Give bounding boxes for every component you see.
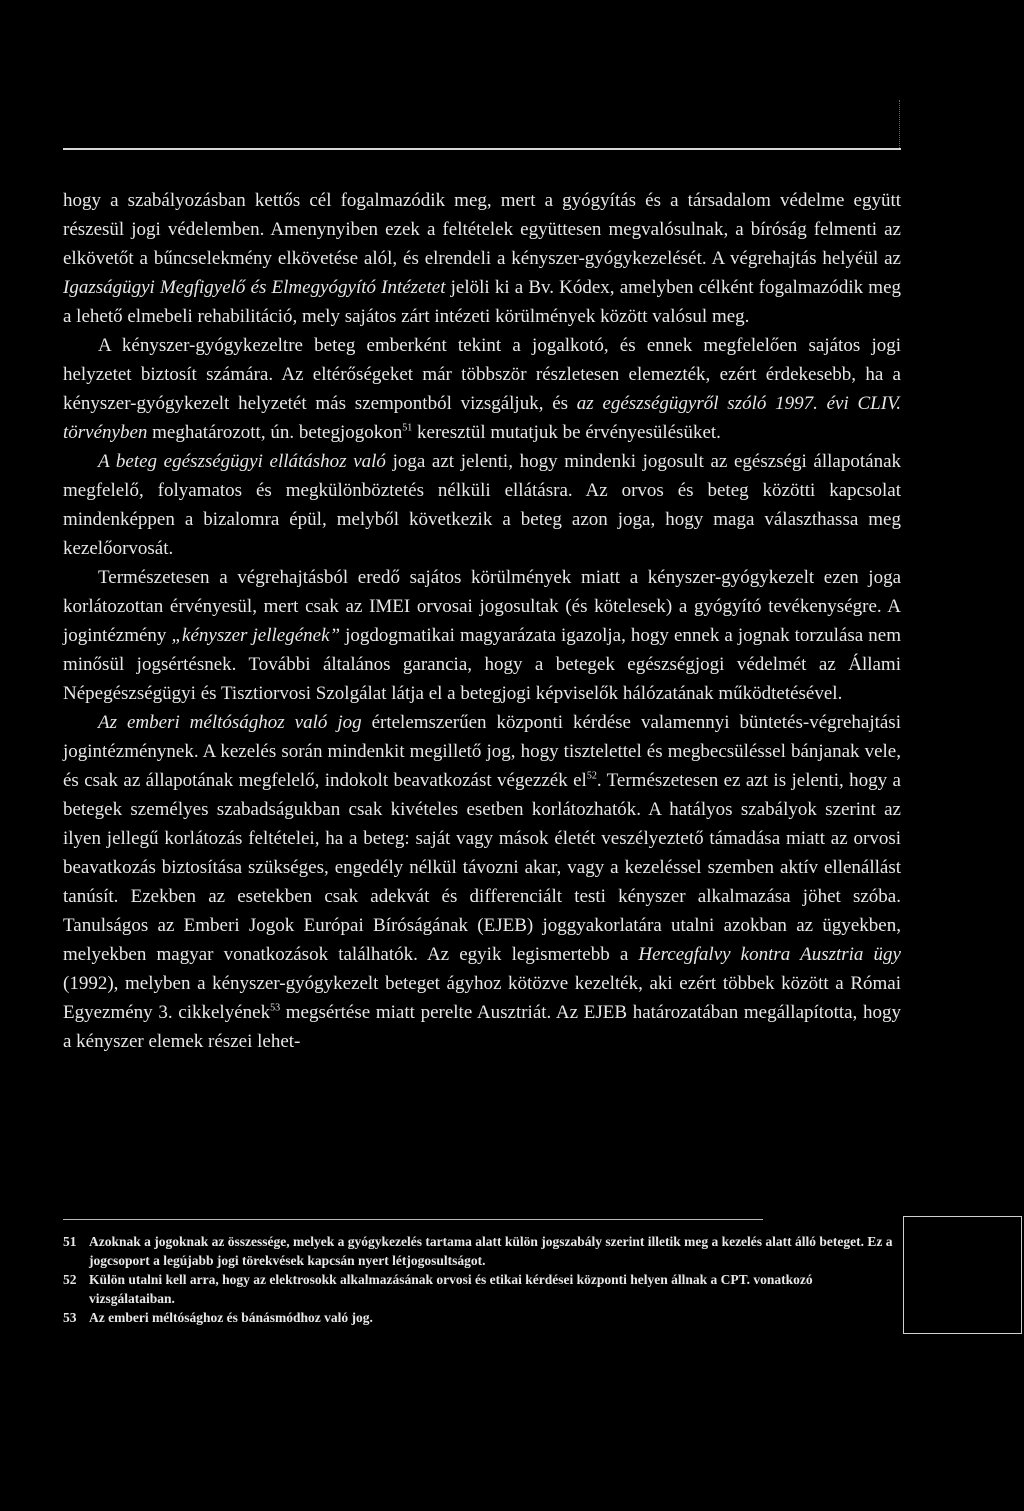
footnotes (63, 1232, 901, 1327)
italic-term: az egészségügyről szóló 1997. évi CLIV. törvényben (63, 393, 901, 443)
italic-term: Hercegfalvy kontra Ausztria ügy (638, 944, 901, 965)
paragraph-4: Természetesen a végrehajtásból eredő sajátos körülmények miatt a kényszer-gyógykezelt ezen joga korlátozottan érvényesül, mert csak az IMEI orvosai jogosultak (és kötelesek) a gyógyító tevékenységre. A jogintézmény „kényszer jellegének” jogdogmatikai magyarázata igazolja, hogy ennek a jognak torzulása nem minősül jogsértésnek. További általános garancia, hogy a betegek egészségjogi védelmét az Állami Népegészségügyi és Tisztiorvosi Szolgálat látja el a betegjogi képviselők hálózatának működtetésével. (63, 567, 901, 704)
footnote-52 (63, 1270, 901, 1308)
italic-term: „kényszer jellegének” (171, 625, 341, 646)
footnote-number: 51 (63, 1234, 77, 1249)
footnote-number: 53 (63, 1310, 77, 1325)
paragraph-1: hogy a szabályozásban kettős cél fogalmazódik meg, mert a gyógyítás és a társadalom védelme együtt részesül jogi védelemben. Amenynyiben ezek a feltételek együttesen megvalósulnak, a bíróság felmenti az elkövetőt a bűncselekmény elkövetése alól, és elrendeli a kényszer-gyógykezelését. A végrehajtás helyéül az Igazságügyi Megfigyelő és Elmegyógyító Intézetet jelöli ki a Bv. Kódex, amelyben célként fogalmazódik meg a lehető elmebeli rehabilitáció, mely sajátos zárt intézeti körülmények között valósul meg. (63, 190, 901, 327)
margin-dotted-line (899, 100, 900, 148)
footnote-ref-53[interactable]: 53 (270, 1002, 281, 1014)
italic-term: Az emberi méltósághoz való jog (98, 712, 362, 733)
footnote-ref-51[interactable]: 51 (402, 422, 413, 434)
paragraph-5: Az emberi méltósághoz való jog értelemszerűen központi kérdése valamennyi büntetés-végrehajtási jogintézménynek. A kezelés során mindenkit megillető jog, hogy tisztelettel és megbecsüléssel bánjanak vele, és csak az állapotának megfelelő, indokolt beavatkozást végezzék $el^{52}$. Természetesen ez azt is jelenti, hogy a betegek személyes szabadságukban csak kivételes esetben korlátozhatók. A hatályos szabályok szerint az ilyen jellegű korlátozás feltételei, ha a beteg: saját vagy mások életét veszélyeztető támadása miatt az orvosi beavatkozás biztosítása szükséges, engedély nélkül távozni akar, vagy a kezeléssel szemben aktív ellenállást tanúsít. Ezekben az esetekben csak adekvát és differenciált testi kényszer alkalmazása jöhet szóba. Tanulságos az Emberi Jogok Európai Bíróságának (EJEB) joggyakorlatára utalni azokban az ügyekben, melyekben magyar vonatkozások találhatók. Az egyik legismertebb a Hercegfalvy kontra Ausztria ügy (1992), melyben a kényszer-gyógykezelt beteget ágyhoz kötözve kezelték, aki ezért többek között a Római Egyezmény 3. cikkelyének$^{53}$ megsértése miatt perelte Ausztriát. Az EJEB határozatában megállapította, hogy a kényszer elemek részei lehet- (63, 712, 901, 1052)
body-text (63, 186, 901, 1056)
footnote-text: Külön utalni kell arra, hogy az elektrosokk alkalmazásának orvosi és etikai kérdései központi helyen állnak a CPT. vonatkozó vizsgálataiban. (89, 1272, 813, 1306)
footnote-number: 52 (63, 1272, 77, 1287)
footnote-separator (63, 1219, 763, 1220)
header-rule (63, 148, 901, 150)
margin-box (903, 1216, 1022, 1334)
footnote-text: Azoknak a jogoknak az összessége, melyek a gyógykezelés tartama alatt külön jogszabály szerint illetik meg a kezelés alatt álló beteget. Ez a jogcsoport a legújabb jogi törekvések kapcsán nyert létjogosultságot. (89, 1234, 893, 1268)
footnote-ref-52[interactable]: 52 (586, 770, 597, 782)
paragraph-2: A kényszer-gyógykezeltre beteg emberként tekint a jogalkotó, és ennek megfelelően sajátos jogi helyzetet biztosít számára. Az eltérőségeket már többször részletesen elemezték, ezért érdekesebb, ha a kényszer-gyógykezelt helyzetét más szempontból vizsgáljuk, és az egészségügyről szóló 1997. évi CLIV. törvényben meghatározott, ún. betegjogokon$^{51}$ keresztül mutatjuk be érvényesülésüket. (63, 335, 901, 443)
footnote-53 (63, 1308, 901, 1327)
footnote-51 (63, 1232, 901, 1270)
footnote-text: Az emberi méltósághoz és bánásmódhoz való jog. (89, 1310, 373, 1325)
italic-term: A beteg egészségügyi ellátáshoz való (98, 451, 386, 472)
paragraph-3: A beteg egészségügyi ellátáshoz való joga azt jelenti, hogy mindenki jogosult az egészségi állapotának megfelelő, folyamatos és megkülönböztetés nélküli ellátásra. Az orvos és beteg közötti kapcsolat mindenképpen a bizalomra épül, melyből következik a beteg azon joga, hogy maga választhassa meg kezelőorvosát. (63, 451, 902, 559)
italic-term: Igazságügyi Megfigyelő és Elmegyógyító Intézetet (63, 277, 446, 298)
